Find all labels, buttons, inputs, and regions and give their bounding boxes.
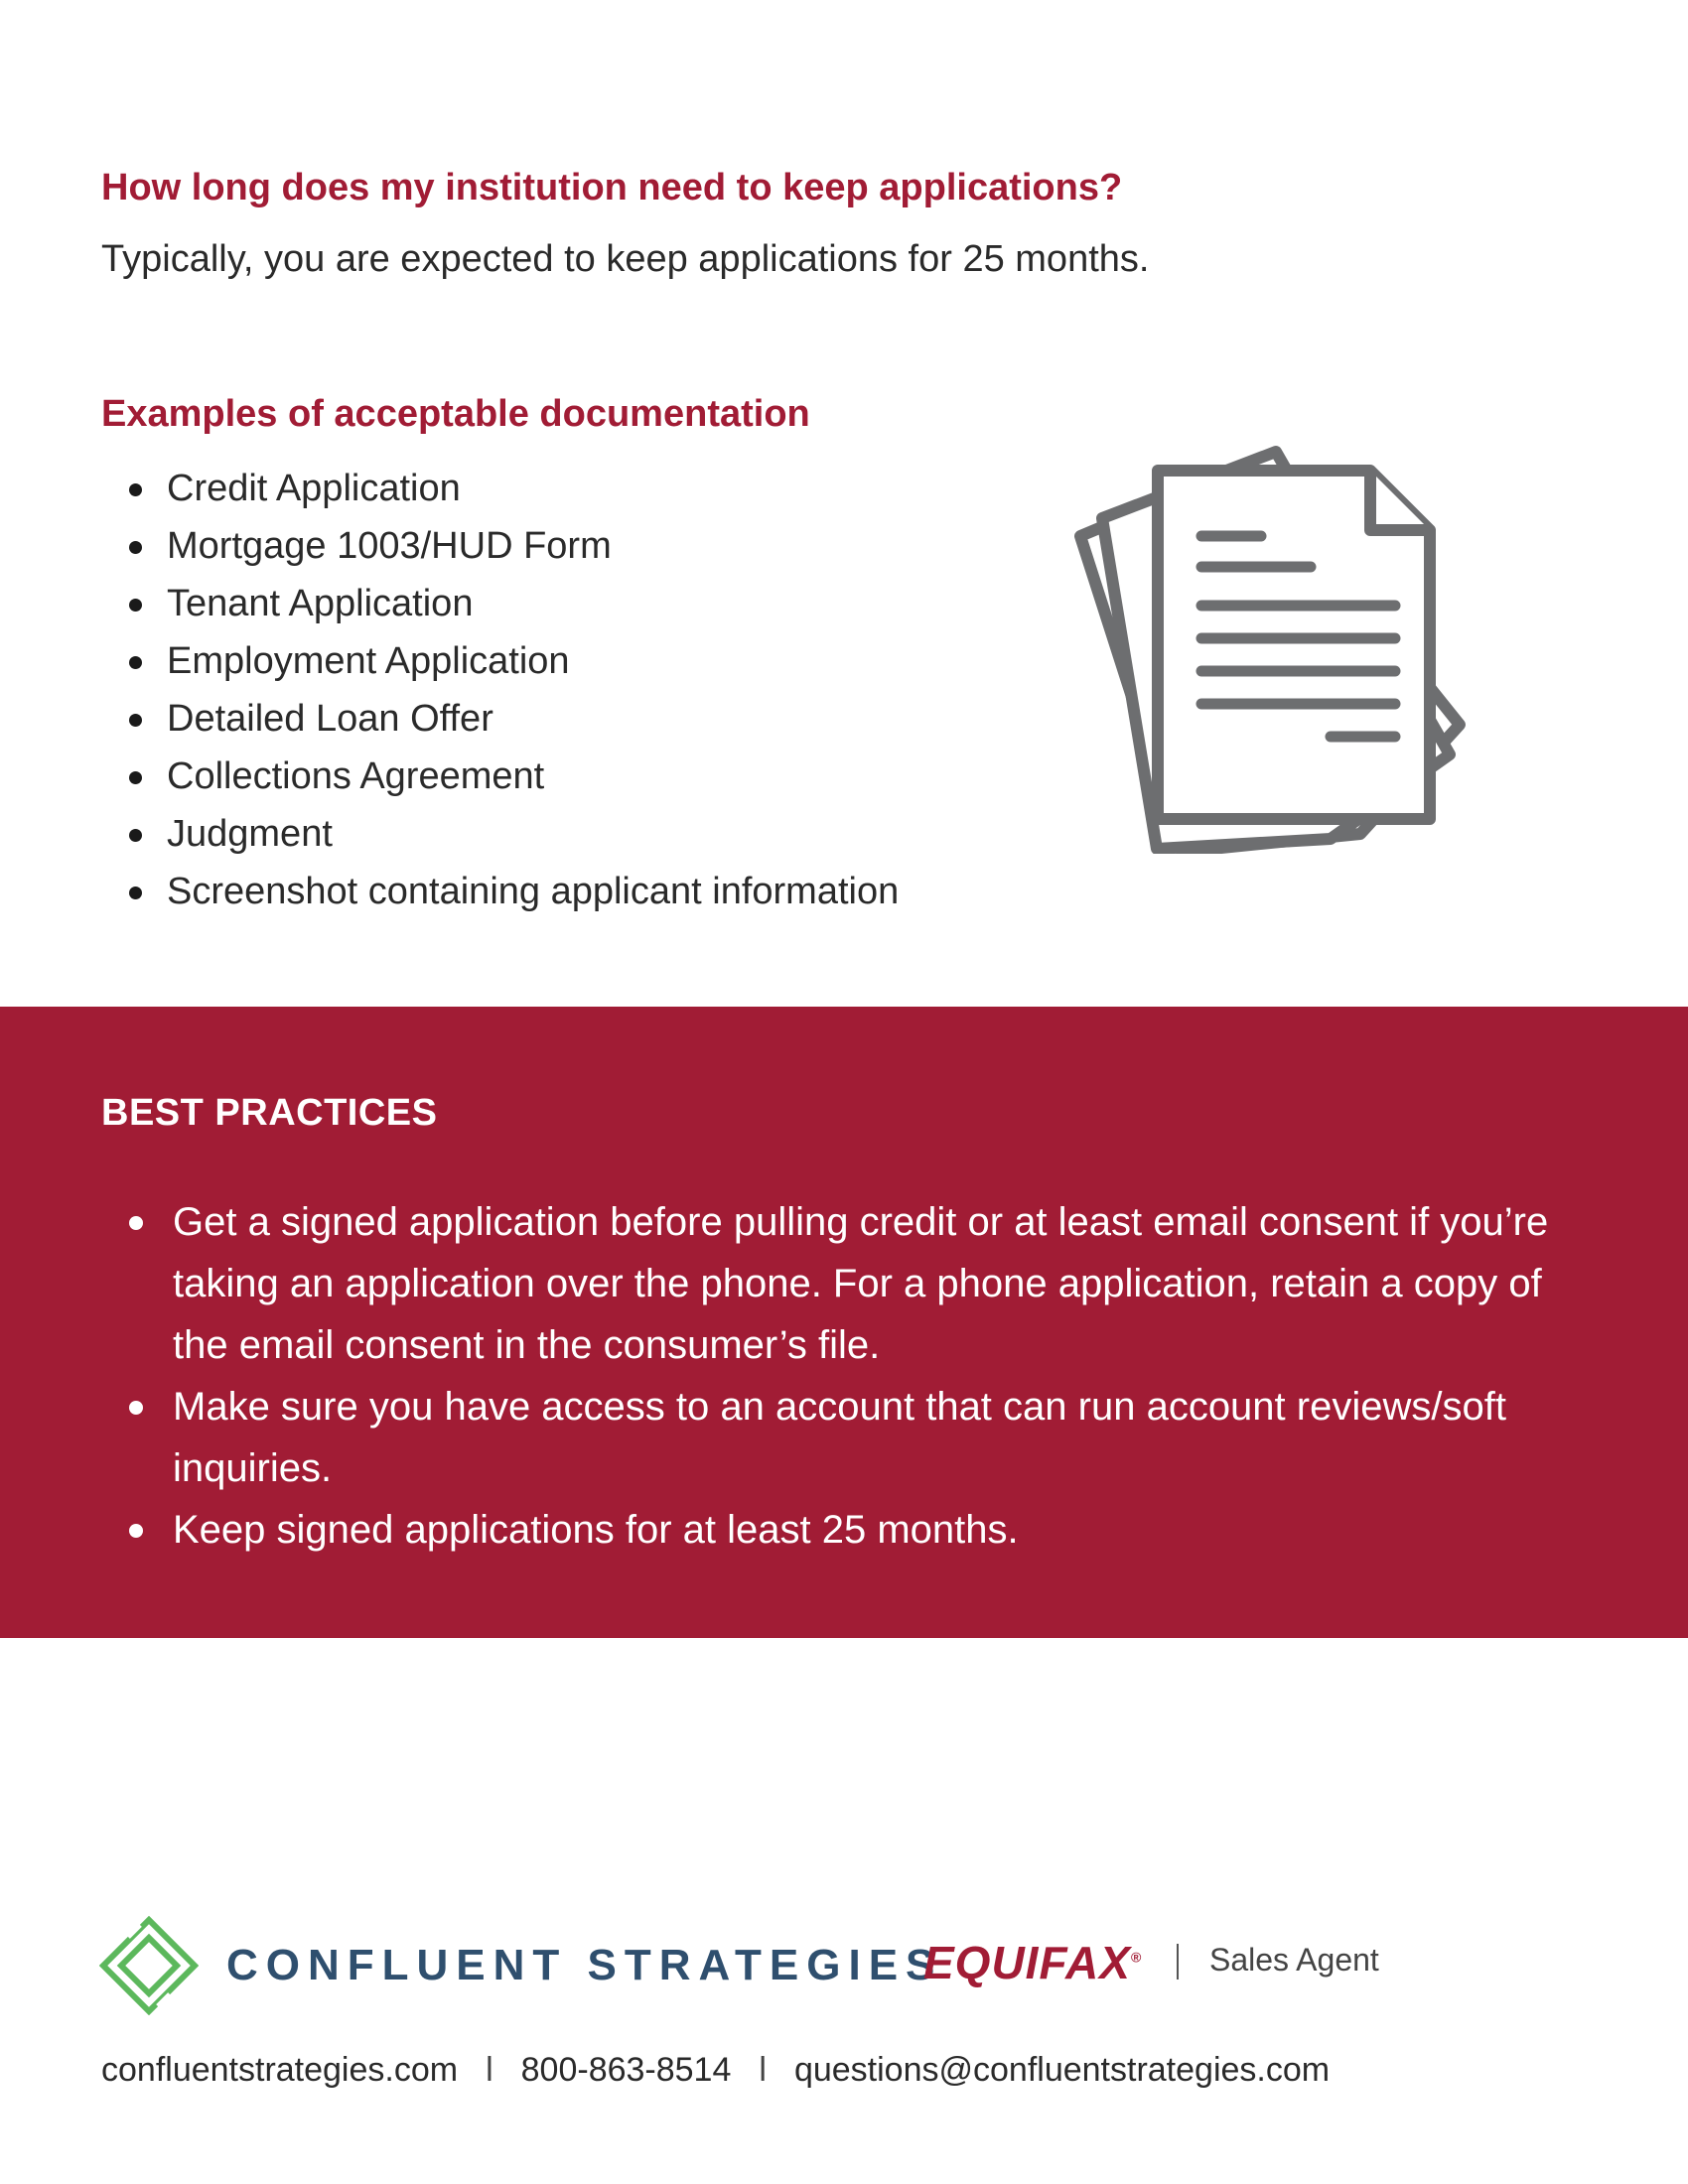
partner-role: Sales Agent [1209, 1942, 1379, 1978]
list-item: Tenant Application [129, 578, 1003, 635]
website-link[interactable]: confluentstrategies.com [101, 2051, 459, 2089]
list-item: Employment Application [129, 635, 1003, 693]
list-item: Judgment [129, 808, 1003, 866]
list-item: Get a signed application before pulling credit or at least email consent if you’re taking an application over the phone. For a phone application, retain a copy of the email consent in the consumer’s file. [129, 1191, 1579, 1376]
examples-heading: Examples of acceptable documentation [101, 393, 810, 435]
best-practices-list [129, 1191, 1579, 1561]
list-item: Credit Application [129, 463, 1003, 520]
separator: l [759, 2051, 767, 2089]
best-practices-section [0, 1007, 1688, 1638]
question-heading: How long does my institution need to keep applications? [101, 167, 1123, 208]
list-item: Mortgage 1003/HUD Form [129, 520, 1003, 578]
confluent-logo-icon [99, 1916, 199, 2015]
question-answer: Typically, you are expected to keep applications for 25 months. [101, 238, 1150, 280]
best-practices-heading: BEST PRACTICES [101, 1092, 438, 1134]
email-link[interactable]: questions@confluentstrategies.com [793, 2051, 1331, 2089]
list-item: Collections Agreement [129, 751, 1003, 808]
list-item: Keep signed applications for at least 25 months. [129, 1499, 1579, 1561]
list-item: Screenshot containing applicant information [129, 866, 1003, 923]
list-item: Detailed Loan Offer [129, 693, 1003, 751]
list-item: Make sure you have access to an account that can run account reviews/soft inquiries. [129, 1376, 1579, 1499]
divider [1177, 1944, 1179, 1979]
phone-number[interactable]: 800-863-8514 [520, 2051, 732, 2089]
documents-icon [1062, 437, 1479, 854]
separator: l [486, 2051, 493, 2089]
brand-name: CONFLUENT STRATEGIES [226, 1941, 943, 1989]
examples-list [129, 463, 1003, 923]
equifax-logo: EQUIFAX® [923, 1937, 1143, 1988]
contact-line [101, 2051, 1330, 2090]
